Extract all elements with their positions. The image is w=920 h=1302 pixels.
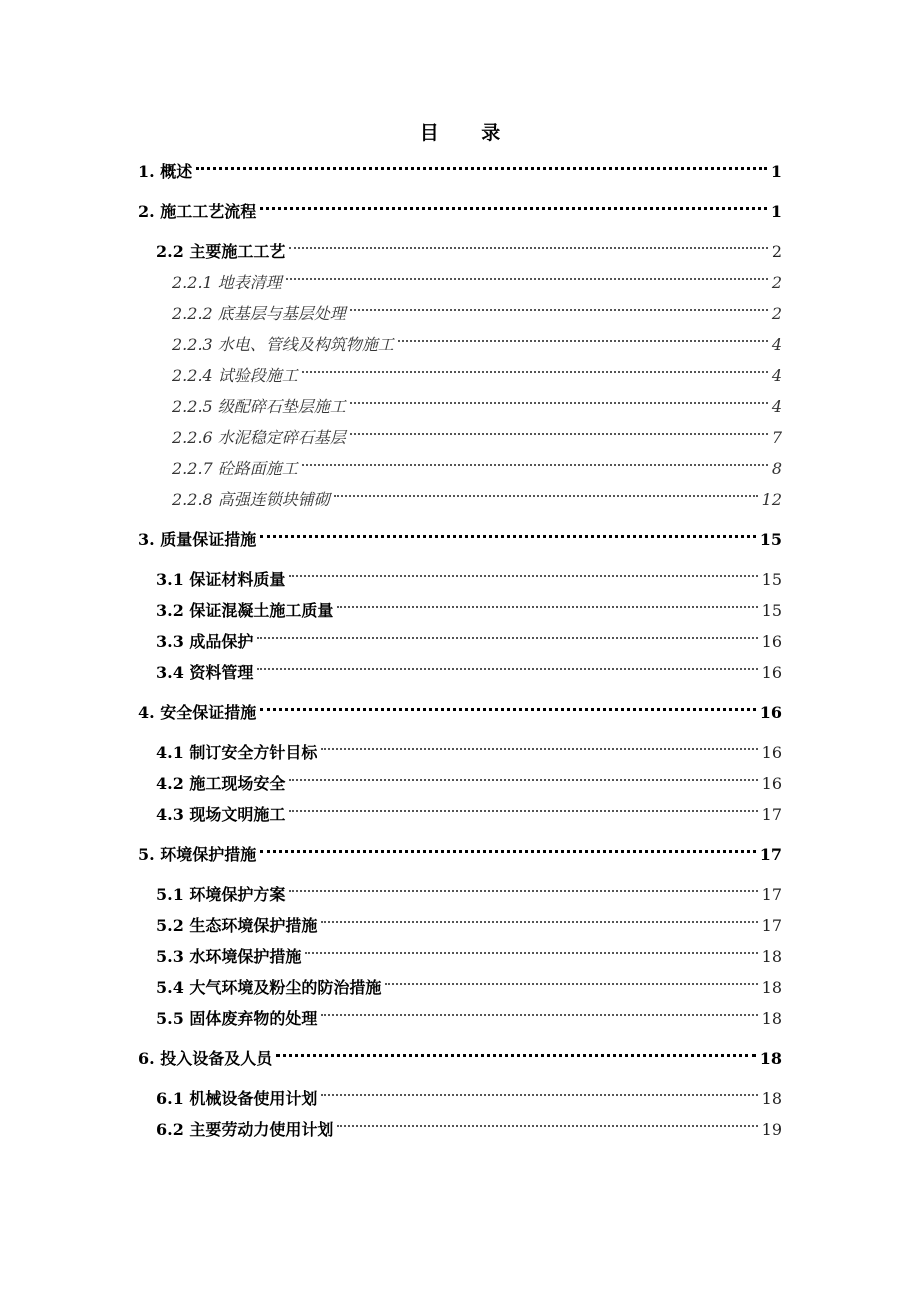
toc-entry[interactable] bbox=[156, 944, 782, 966]
toc-entry-page-number: 17 bbox=[761, 885, 782, 904]
dot-leader bbox=[302, 464, 768, 466]
dot-leader bbox=[350, 433, 768, 435]
dot-leader bbox=[260, 850, 755, 853]
toc-entry-label: 4. 安全保证措施 bbox=[138, 703, 257, 722]
toc-entry[interactable] bbox=[172, 456, 782, 478]
toc-entry[interactable] bbox=[172, 363, 782, 385]
toc-entry-label: 3. 质量保证措施 bbox=[138, 530, 257, 549]
toc-entry-label: 5.3 水环境保护措施 bbox=[156, 947, 302, 966]
toc-entry-label: 2.2.5 级配碎石垫层施工 bbox=[172, 397, 346, 416]
dot-leader bbox=[289, 890, 757, 892]
toc-entry-label: 6. 投入设备及人员 bbox=[138, 1049, 273, 1068]
toc-entry[interactable] bbox=[138, 700, 782, 722]
toc-entry[interactable] bbox=[138, 1046, 782, 1068]
toc-entry-label: 4.1 制订安全方针目标 bbox=[156, 743, 318, 762]
toc-entry[interactable] bbox=[156, 1006, 782, 1028]
toc-entry-label: 3.3 成品保护 bbox=[156, 632, 254, 651]
toc-entry-label: 5. 环境保护措施 bbox=[138, 845, 257, 864]
toc-entry-page-number: 4 bbox=[771, 366, 782, 385]
toc-entry-page-number: 7 bbox=[771, 428, 782, 447]
toc-entry-page-number: 2 bbox=[771, 273, 782, 292]
dot-leader bbox=[289, 810, 757, 812]
toc-entry[interactable] bbox=[156, 1086, 782, 1108]
toc-entry[interactable] bbox=[172, 425, 782, 447]
dot-leader bbox=[337, 1125, 757, 1127]
toc-entry-page-number: 16 bbox=[761, 632, 782, 651]
toc-entry-page-number: 18 bbox=[761, 1089, 782, 1108]
toc-entry-label: 4.3 现场文明施工 bbox=[156, 805, 286, 824]
toc-entry-page-number: 19 bbox=[761, 1120, 782, 1139]
toc-entry-label: 5.2 生态环境保护措施 bbox=[156, 916, 318, 935]
toc-entry-page-number: 1 bbox=[770, 202, 782, 221]
toc-entry[interactable] bbox=[138, 159, 782, 181]
toc-entry-label: 1. 概述 bbox=[138, 162, 193, 181]
toc-entry-label: 5.1 环境保护方案 bbox=[156, 885, 286, 904]
toc-entry-page-number: 18 bbox=[759, 1049, 782, 1068]
toc-entry[interactable] bbox=[156, 771, 782, 793]
dot-leader bbox=[337, 606, 757, 608]
toc-entry-page-number: 15 bbox=[761, 601, 782, 620]
toc-entry[interactable] bbox=[138, 527, 782, 549]
toc-entry[interactable] bbox=[156, 913, 782, 935]
toc-entry[interactable] bbox=[156, 975, 782, 997]
toc-entry-label: 4.2 施工现场安全 bbox=[156, 774, 286, 793]
page-title: 目 录 bbox=[419, 122, 519, 144]
dot-leader bbox=[286, 278, 768, 280]
toc-entry-page-number: 2 bbox=[771, 242, 782, 261]
toc-entry[interactable] bbox=[138, 842, 782, 864]
toc-entry[interactable] bbox=[172, 301, 782, 323]
dot-leader bbox=[305, 952, 757, 954]
toc-entry-label: 3.1 保证材料质量 bbox=[156, 570, 286, 589]
dot-leader bbox=[276, 1054, 755, 1057]
toc-entry-label: 2.2.6 水泥稳定碎石基层 bbox=[172, 428, 346, 447]
toc-entry-label: 2.2.2 底基层与基层处理 bbox=[172, 304, 346, 323]
toc-entry[interactable] bbox=[156, 882, 782, 904]
dot-leader bbox=[289, 247, 767, 249]
dot-leader bbox=[289, 779, 757, 781]
toc-entry-page-number: 18 bbox=[761, 1009, 782, 1028]
dot-leader bbox=[385, 983, 757, 985]
toc-entry-label: 3.4 资料管理 bbox=[156, 663, 254, 682]
toc-entry-page-number: 17 bbox=[761, 916, 782, 935]
toc-entry-page-number: 16 bbox=[759, 703, 782, 722]
toc-entry-label: 3.2 保证混凝土施工质量 bbox=[156, 601, 334, 620]
toc-entry[interactable] bbox=[172, 270, 782, 292]
toc-entry[interactable] bbox=[138, 199, 782, 221]
toc-entry-page-number: 16 bbox=[761, 663, 782, 682]
toc-entry-page-number: 18 bbox=[761, 947, 782, 966]
toc-entry-page-number: 17 bbox=[759, 845, 782, 864]
toc-entry-label: 2.2.1 地表清理 bbox=[172, 273, 282, 292]
dot-leader bbox=[257, 637, 757, 639]
toc-entry-label: 2.2.7 砼路面施工 bbox=[172, 459, 298, 478]
dot-leader bbox=[260, 535, 755, 538]
dot-leader bbox=[350, 402, 768, 404]
dot-leader bbox=[350, 309, 768, 311]
toc-entry-label: 5.4 大气环境及粉尘的防治措施 bbox=[156, 978, 382, 997]
dot-leader bbox=[321, 1094, 757, 1096]
dot-leader bbox=[321, 1014, 757, 1016]
toc-entry[interactable] bbox=[156, 740, 782, 762]
toc-entry-page-number: 16 bbox=[761, 743, 782, 762]
toc-entry-label: 2.2 主要施工工艺 bbox=[156, 242, 286, 261]
toc-entry[interactable] bbox=[156, 629, 782, 651]
dot-leader bbox=[257, 668, 757, 670]
toc-entry-label: 2.2.4 试验段施工 bbox=[172, 366, 298, 385]
toc-entry-page-number: 2 bbox=[771, 304, 782, 323]
toc-entry-label: 2. 施工工艺流程 bbox=[138, 202, 257, 221]
dot-leader bbox=[334, 495, 758, 497]
toc-entry[interactable] bbox=[172, 394, 782, 416]
toc-entry-label: 6.2 主要劳动力使用计划 bbox=[156, 1120, 334, 1139]
toc-entry[interactable] bbox=[156, 239, 782, 261]
dot-leader bbox=[321, 921, 757, 923]
toc-entry[interactable] bbox=[156, 660, 782, 682]
dot-leader bbox=[289, 575, 757, 577]
toc-entry[interactable] bbox=[156, 802, 782, 824]
dot-leader bbox=[321, 748, 757, 750]
toc-entry-page-number: 4 bbox=[771, 335, 782, 354]
toc-entry-page-number: 15 bbox=[759, 530, 782, 549]
toc-entry-page-number: 1 bbox=[770, 162, 782, 181]
toc-entry-page-number: 12 bbox=[761, 490, 782, 509]
toc-entry-label: 2.2.8 高强连锁块铺砌 bbox=[172, 490, 330, 509]
toc-entry-page-number: 16 bbox=[761, 774, 782, 793]
toc-entry-page-number: 18 bbox=[761, 978, 782, 997]
dot-leader bbox=[196, 167, 767, 170]
toc-entry-label: 5.5 固体废弃物的处理 bbox=[156, 1009, 318, 1028]
toc-entry[interactable] bbox=[156, 567, 782, 589]
toc-entry-label: 2.2.3 水电、管线及构筑物施工 bbox=[172, 335, 394, 354]
toc-entry[interactable] bbox=[156, 1117, 782, 1139]
dot-leader bbox=[260, 708, 755, 711]
toc-entry-page-number: 17 bbox=[761, 805, 782, 824]
toc-entry[interactable] bbox=[172, 332, 782, 354]
toc-entry[interactable] bbox=[172, 487, 782, 509]
toc-entry[interactable] bbox=[156, 598, 782, 620]
dot-leader bbox=[302, 371, 768, 373]
dot-leader bbox=[260, 207, 767, 210]
toc-entry-page-number: 4 bbox=[771, 397, 782, 416]
dot-leader bbox=[398, 340, 768, 342]
toc-entry-page-number: 8 bbox=[771, 459, 782, 478]
toc-entry-label: 6.1 机械设备使用计划 bbox=[156, 1089, 318, 1108]
toc-entry-page-number: 15 bbox=[761, 570, 782, 589]
